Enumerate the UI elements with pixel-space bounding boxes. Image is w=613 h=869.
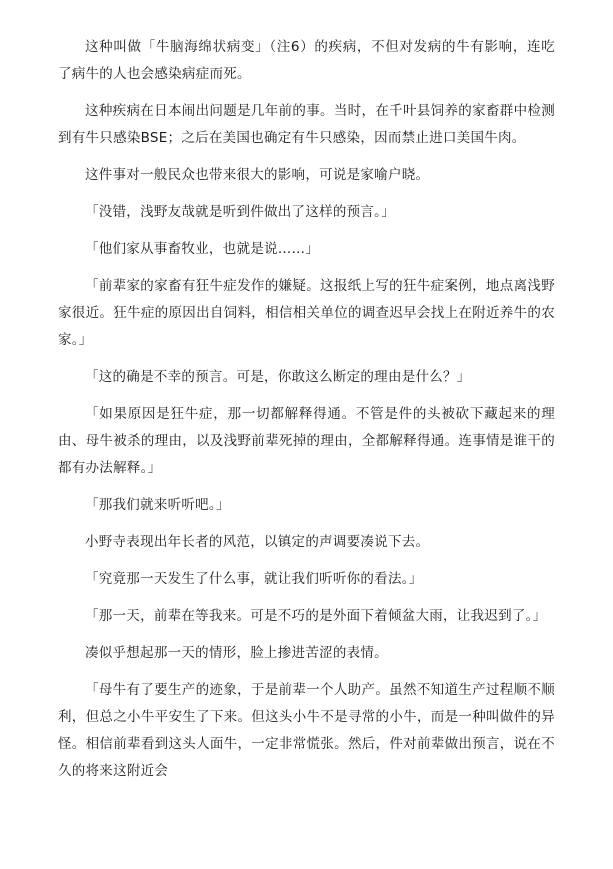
paragraph: 「那一天，前辈在等我来。可是不巧的是外面下着倾盆大雨，让我迟到了。」: [85, 608, 547, 624]
paragraph: 「没错，浅野友哉就是听到件做出了这样的预言。」: [85, 204, 395, 220]
paragraph: 「他们家从事畜牧业，也就是说……」: [85, 241, 320, 257]
paragraph: 这件事对一般民众也带来很大的影响，可说是家喻户晓。: [85, 167, 430, 183]
paragraph: 「那我们就来听听吧。」: [85, 497, 230, 513]
paragraph: 这种叫做「牛脑海绵状病变」（注6）的疾病，不但对发病的牛有影响，连吃了病牛的人也会感染病症而死。: [58, 39, 555, 82]
paragraph: 这种疾病在日本闹出问题是几年前的事。当时，在千叶县饲养的家畜群中检测到有牛只感染BSE；之后在美国也确定有牛只感染，因而禁止进口美国牛肉。: [58, 103, 555, 146]
paragraph: 「如果原因是狂牛症，那一切都解释得通。不管是件的头被砍下藏起来的理由、母牛被杀的理由，以及浅野前辈死掉的理由，全都解释得通。连事情是谁干的都有办法解释。」: [58, 406, 555, 476]
paragraph: 「前辈家的家畜有狂牛症发作的嫌疑。这报纸上写的狂牛症案例，地点离浅野家很近。狂牛症的原因出自饲料，相信相关单位的调查迟早会找上在附近养牛的农家。」: [58, 278, 555, 348]
paragraph: 「母牛有了要生产的迹象，于是前辈一个人助产。虽然不知道生产过程顺不顺利，但总之小牛平安生了下来。但这头小牛不是寻常的小牛，而是一种叫做件的异怪。相信前辈看到这头人面牛，一定非常慌张。然后，件对前辈做出预言，说在不久的将来这附近会: [58, 682, 555, 779]
paragraph: 「究竟那一天发生了什么事，就让我们听听你的看法。」: [85, 571, 423, 587]
page-body: [58, 34, 555, 785]
paragraph: 小野寺表现出年长者的风范，以镇定的声调要凑说下去。: [85, 534, 430, 550]
paragraph: 凑似乎想起那一天的情形，脸上掺进苦涩的表情。: [85, 645, 388, 661]
paragraph: 「这的确是不幸的预言。可是，你敢这么断定的理由是什么？」: [85, 369, 471, 385]
